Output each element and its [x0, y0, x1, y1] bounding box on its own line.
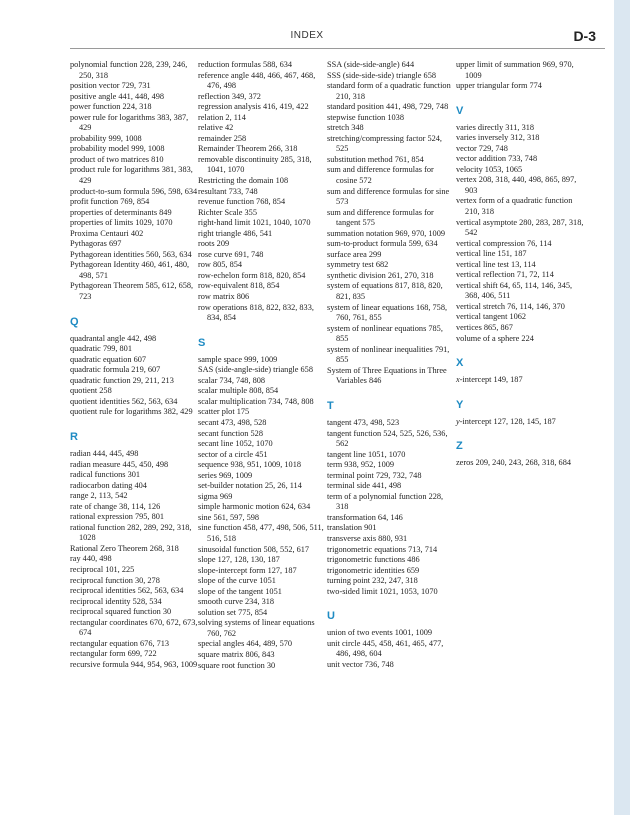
index-entry: vertical tangent 1062	[456, 312, 527, 322]
index-entry: synthetic division 261, 270, 318	[327, 270, 434, 280]
index-entry: secant line 1052, 1070	[198, 439, 273, 449]
index-entry: quadratic 799, 801	[70, 344, 132, 354]
index-entry: secant function 528	[198, 428, 263, 438]
index-entry: zeros 209, 240, 243, 268, 318, 684	[456, 458, 571, 468]
index-entry: volume of a sphere 224	[456, 333, 534, 343]
index-entry: vertical reflection 71, 72, 114	[456, 270, 554, 280]
index-entry: smooth curve 234, 318	[198, 597, 275, 607]
index-entry: rectangular form 699, 722	[70, 649, 157, 659]
index-entry: reciprocal function 30, 278	[70, 575, 160, 585]
index-entry: right-hand limit 1021, 1040, 1070	[198, 218, 311, 228]
index-entry: Proxima Centauri 402	[70, 228, 144, 238]
index-entry: removable discontinuity 285, 318, 1041, 1070	[198, 154, 312, 175]
index-entry: System of Three Equations in Three Variables 846	[327, 365, 447, 386]
index-entry: upper limit of summation 969, 970, 1009	[456, 60, 574, 80]
index-entry: Pythagorean Identity 460, 461, 480, 498, 571	[70, 260, 190, 280]
index-entry: solution set 775, 854	[198, 607, 268, 617]
page-number: D-3	[573, 28, 596, 44]
index-entry: quadrantal angle 442, 498	[70, 333, 157, 343]
header-rule	[70, 48, 605, 49]
section-letter-heading: U	[327, 610, 335, 623]
index-entry: row-echelon form 818, 820, 854	[198, 270, 306, 280]
index-entry: standard position 441, 498, 729, 748	[327, 102, 449, 112]
index-entry: probability 999, 1008	[70, 133, 142, 143]
index-entry: recursive formula 944, 954, 963, 1009	[70, 659, 198, 669]
index-entry: relation 2, 114	[198, 112, 246, 122]
index-column-3	[327, 60, 455, 670]
index-entry: transverse axis 880, 931	[327, 533, 408, 543]
index-entry: vertex 208, 318, 440, 498, 865, 897, 903	[456, 175, 577, 195]
index-entry: radian 444, 445, 498	[70, 448, 139, 458]
index-entry: radian measure 445, 450, 498	[70, 459, 169, 469]
index-entry: right triangle 486, 541	[198, 228, 273, 238]
section-letter-heading: Q	[70, 315, 79, 328]
index-entry: summation notation 969, 970, 1009	[327, 228, 445, 238]
index-entry: rate of change 38, 114, 126	[70, 501, 161, 511]
index-entry: standard form of a quadratic function 210, 318	[327, 81, 451, 101]
index-entry: position vector 729, 731	[70, 81, 151, 91]
index-entry: product of two matrices 810	[70, 154, 164, 164]
index-entry: trigonometric equations 713, 714	[327, 544, 438, 554]
index-entry: symmetry test 682	[327, 260, 389, 270]
index-entry: vertical compression 76, 114	[456, 238, 552, 248]
index-entry: trigonometric functions 486	[327, 555, 420, 565]
index-entry: term 938, 952, 1009	[327, 460, 395, 470]
page-header	[0, 30, 614, 46]
index-entry: vertical stretch 76, 114, 146, 370	[456, 301, 565, 311]
index-entry: translation 901	[327, 523, 377, 533]
index-entry: quadratic formula 219, 607	[70, 365, 161, 375]
index-entry: sum and difference formulas for sine 573	[327, 186, 450, 207]
index-entry: roots 209	[198, 239, 230, 249]
index-entry: vertex form of a quadratic function 210, 318	[456, 196, 573, 217]
index-entry: reference angle 448, 466, 467, 468, 476, 498	[198, 70, 316, 91]
index-entry: x-intercept 149, 187	[456, 375, 523, 385]
index-entry: vector 729, 748	[456, 143, 508, 153]
index-entry: rational expression 795, 801	[70, 512, 165, 522]
index-entry: slope of the curve 1051	[198, 576, 276, 586]
index-entry: remainder 258	[198, 133, 247, 143]
index-entry: sum-to-product formula 599, 634	[327, 239, 438, 249]
index-entry: sum and difference formulas for tangent 575	[327, 207, 434, 228]
index-entry: unit circle 445, 458, 461, 465, 477, 486, 498, 604	[327, 638, 444, 659]
section-letter-heading: X	[456, 357, 464, 370]
index-entry: reciprocal identities 562, 563, 634	[70, 586, 184, 596]
index-entry: slope 127, 128, 130, 187	[198, 555, 280, 565]
index-entry: rose curve 691, 748	[198, 249, 264, 259]
index-entry: rational function 282, 289, 292, 318, 1028	[70, 522, 192, 543]
index-entry: vertices 865, 867	[456, 323, 513, 333]
section-letter-heading: T	[327, 399, 334, 412]
index-entry: terminal side 441, 498	[327, 481, 402, 491]
index-entry: row matrix 806	[198, 292, 250, 302]
index-entry: profit function 769, 854	[70, 197, 150, 207]
index-entry: resultant 733, 748	[198, 186, 258, 196]
index-entry: SSA (side-side-angle) 644	[327, 60, 415, 69]
index-entry: rectangular coordinates 670, 672, 673, 674	[70, 617, 198, 638]
index-entry: sector of a circle 451	[198, 449, 268, 459]
section-letter-heading: Y	[456, 398, 464, 411]
index-entry: solving systems of linear equations 760, 762	[198, 618, 315, 638]
index-entry: vertical shift 64, 65, 114, 146, 345, 368, 406, 511	[456, 280, 573, 301]
index-entry: product rule for logarithms 381, 383, 429	[70, 165, 193, 186]
index-entry: trigonometric identities 659	[327, 565, 420, 575]
index-entry: system of nonlinear inequalities 791, 855	[327, 344, 450, 365]
index-entry: Pythagorean Theorem 585, 612, 658, 723	[70, 281, 194, 302]
index-entry: special angles 464, 489, 570	[198, 639, 293, 649]
index-entry: term of a polynomial function 228, 318	[327, 491, 444, 512]
index-entry: sequence 938, 951, 1009, 1018	[198, 460, 302, 470]
index-entry: row operations 818, 822, 832, 833, 834, 854	[198, 302, 314, 323]
section-letter-heading: V	[456, 104, 464, 117]
index-entry: square matrix 806, 843	[198, 649, 275, 659]
index-entry: velocity 1053, 1065	[456, 164, 523, 174]
index-entry: tangent function 524, 525, 526, 536, 562	[327, 428, 448, 449]
index-entry: reciprocal squared function 30	[70, 607, 172, 617]
index-entry: sample space 999, 1009	[198, 354, 278, 364]
index-entry: reciprocal identity 528, 534	[70, 596, 162, 606]
index-entry: SSS (side-side-side) triangle 658	[327, 70, 436, 80]
index-entry: Richter Scale 355	[198, 207, 257, 217]
index-entry: vertical line 151, 187	[456, 249, 527, 259]
index-entry: stepwise function 1038	[327, 112, 404, 122]
index-entry: vector addition 733, 748	[456, 154, 538, 164]
index-entry: substitution method 761, 854	[327, 154, 424, 164]
index-entry: Pythagorean identities 560, 563, 634	[70, 249, 192, 259]
index-entry: quadratic equation 607	[70, 354, 147, 364]
index-entry: vertical asymptote 280, 283, 287, 318, 542	[456, 217, 584, 238]
index-entry: scalar multiplication 734, 748, 808	[198, 396, 314, 406]
index-entry: y-intercept 127, 128, 145, 187	[456, 416, 556, 426]
index-entry: polynomial function 228, 239, 246, 250, 318	[70, 60, 188, 80]
index-entry: relative 42	[198, 123, 234, 133]
index-entry: quotient identities 562, 563, 634	[70, 396, 178, 406]
index-entry: terminal point 729, 732, 748	[327, 470, 422, 480]
index-entry: unit vector 736, 748	[327, 659, 394, 669]
index-entry: SAS (side-angle-side) triangle 658	[198, 365, 313, 375]
index-entry: union of two events 1001, 1009	[327, 628, 433, 638]
index-entry: surface area 299	[327, 249, 382, 259]
index-entry: system of equations 817, 818, 820, 821, 835	[327, 281, 443, 302]
index-entry: slope of the tangent 1051	[198, 586, 282, 596]
index-entry: series 969, 1009	[198, 470, 253, 480]
index-entry: reflection 349, 372	[198, 91, 261, 101]
index-entry: scatter plot 175	[198, 407, 250, 417]
index-entry: secant 473, 498, 528	[198, 417, 267, 427]
index-entry: Pythagoras 697	[70, 239, 122, 249]
index-entry: tangent line 1051, 1070	[327, 449, 406, 459]
index-entry: tangent 473, 498, 523	[327, 417, 400, 427]
index-entry: set-builder notation 25, 26, 114	[198, 481, 302, 491]
index-entry: stretching/compressing factor 524, 525	[327, 133, 442, 154]
index-entry: regression analysis 416, 419, 422	[198, 102, 309, 112]
index-entry: rectangular equation 676, 713	[70, 638, 170, 648]
section-letter-heading: S	[198, 336, 206, 349]
index-entry: positive angle 441, 448, 498	[70, 91, 165, 101]
index-entry: reduction formulas 588, 634	[198, 60, 293, 69]
index-entry: product-to-sum formula 596, 598, 634	[70, 186, 198, 196]
section-letter-heading: R	[70, 430, 78, 443]
index-column-4	[456, 60, 584, 469]
index-entry: slope-intercept form 127, 187	[198, 565, 297, 575]
index-entry: revenue function 768, 854	[198, 197, 286, 207]
index-column-2	[198, 60, 326, 671]
index-entry: Rational Zero Theorem 268, 318	[70, 543, 179, 553]
index-entry: varies directly 311, 318	[456, 122, 535, 132]
index-entry: Remainder Theorem 266, 318	[198, 144, 298, 154]
index-entry: sinusoidal function 508, 552, 617	[198, 544, 310, 554]
index-entry: turning point 232, 247, 318	[327, 576, 418, 586]
index-entry: radiocarbon dating 404	[70, 480, 147, 490]
index-entry: quotient 258	[70, 386, 112, 396]
index-entry: scalar 734, 748, 808	[198, 375, 266, 385]
index-entry: properties of determinants 849	[70, 207, 172, 217]
index-entry: Restricting the domain 108	[198, 176, 289, 186]
index-entry: probability model 999, 1008	[70, 144, 165, 154]
index-column-1	[70, 60, 198, 670]
index-entry: two-sided limit 1021, 1053, 1070	[327, 586, 438, 596]
index-entry: vertical line test 13, 114	[456, 259, 536, 269]
running-head-title: INDEX	[290, 30, 324, 41]
index-entry: transformation 64, 146	[327, 512, 403, 522]
index-entry: row-equivalent 818, 854	[198, 281, 280, 291]
index-entry: reciprocal 101, 225	[70, 564, 135, 574]
index-entry: quotient rule for logarithms 382, 429	[70, 407, 193, 417]
index-entry: properties of limits 1029, 1070	[70, 218, 173, 228]
index-entry: sine function 458, 477, 498, 506, 511, 516, 518	[198, 523, 324, 543]
index-entry: stretch 348	[327, 123, 364, 133]
index-entry: power rule for logarithms 383, 387, 429	[70, 112, 189, 133]
index-entry: upper triangular form 774	[456, 81, 542, 91]
index-entry: power function 224, 318	[70, 102, 152, 112]
index-entry: sine 561, 597, 598	[198, 512, 260, 522]
index-entry: square root function 30	[198, 660, 276, 670]
index-entry: sigma 969	[198, 491, 233, 501]
page-edge-strip	[614, 0, 630, 815]
index-entry: varies inversely 312, 318	[456, 133, 540, 143]
index-entry: system of linear equations 168, 758, 760, 761, 855	[327, 302, 448, 323]
section-letter-heading: Z	[456, 440, 463, 453]
index-entry: quadratic function 29, 211, 213	[70, 375, 174, 385]
index-entry: ray 440, 498	[70, 554, 112, 564]
index-entry: scalar multiple 808, 854	[198, 386, 279, 396]
index-entry: sum and difference formulas for cosine 572	[327, 165, 434, 186]
index-entry: range 2, 113, 542	[70, 491, 128, 501]
index-entry: system of nonlinear equations 785, 855	[327, 323, 443, 344]
index-entry: radical functions 301	[70, 470, 141, 480]
index-entry: simple harmonic motion 624, 634	[198, 502, 311, 512]
index-entry: row 805, 854	[198, 260, 243, 270]
